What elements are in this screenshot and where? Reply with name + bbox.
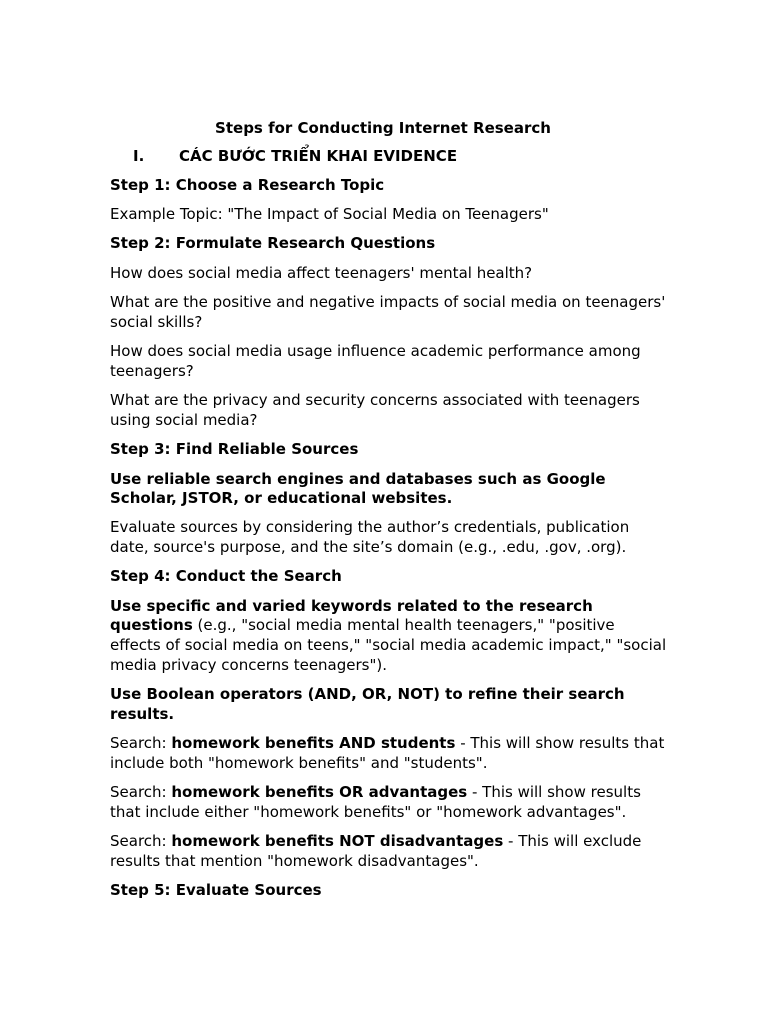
keywords-bold-text: Use specific and varied keywords related to the research questions xyxy=(110,596,593,635)
research-question: What are the privacy and security concerns associated with teenagers using social media? xyxy=(110,391,640,429)
search-example xyxy=(110,734,670,773)
step4-keywords-para xyxy=(110,597,670,675)
search-query: homework benefits AND students xyxy=(171,734,456,753)
step4-boolean-tip: Use Boolean operators (AND, OR, NOT) to refine their search results. xyxy=(110,685,625,723)
research-question: How does social media usage influence academic performance among teenagers? xyxy=(110,342,641,380)
search-example xyxy=(110,832,670,871)
section-number: I. xyxy=(133,146,145,165)
search-prefix: Search: xyxy=(110,831,172,850)
search-example xyxy=(110,783,670,822)
keywords-examples-text: (e.g., "social media mental health teenagers," "positive effects of social media on teens," "social media academic impact," "social media privacy concerns teenagers"). xyxy=(110,616,667,674)
step5-heading: Step 5: Evaluate Sources xyxy=(110,880,322,899)
search-description: - This will show results that include either "homework benefits" or "homework advantages". xyxy=(110,783,641,821)
search-query: homework benefits NOT disadvantages xyxy=(171,831,504,850)
step3-heading: Step 3: Find Reliable Sources xyxy=(110,440,359,459)
section-heading-text: CÁC BƯỚC TRIỂN KHAI EVIDENCE xyxy=(179,146,458,165)
search-description: - This will exclude results that mention "homework disadvantages". xyxy=(110,831,642,870)
document-body xyxy=(110,119,670,910)
step4-heading: Step 4: Conduct the Search xyxy=(110,567,342,586)
search-query: homework benefits OR advantages xyxy=(171,783,468,801)
step2-heading: Step 2: Formulate Research Questions xyxy=(110,234,436,253)
search-prefix: Search: xyxy=(110,734,172,753)
step1-heading: Step 1: Choose a Research Topic xyxy=(110,175,385,194)
search-prefix: Search: xyxy=(110,783,172,801)
search-description: - This will show results that include both "homework benefits" and "students". xyxy=(110,734,665,772)
research-question: How does social media affect teenagers' mental health? xyxy=(110,263,533,282)
step3-evaluate-tip: Evaluate sources by considering the author’s credentials, publication date, source's purpose, and the site’s domain (e.g., .edu, .gov, .org). xyxy=(110,518,630,557)
step3-sources-tip: Use reliable search engines and databases such as Google Scholar, JSTOR, or educational websites. xyxy=(110,469,606,508)
step1-example: Example Topic: "The Impact of Social Media on Teenagers" xyxy=(110,204,549,223)
section-heading xyxy=(110,147,670,167)
document-title: Steps for Conducting Internet Research xyxy=(215,119,551,137)
research-question: What are the positive and negative impacts of social media on teenagers' social skills? xyxy=(110,293,666,331)
